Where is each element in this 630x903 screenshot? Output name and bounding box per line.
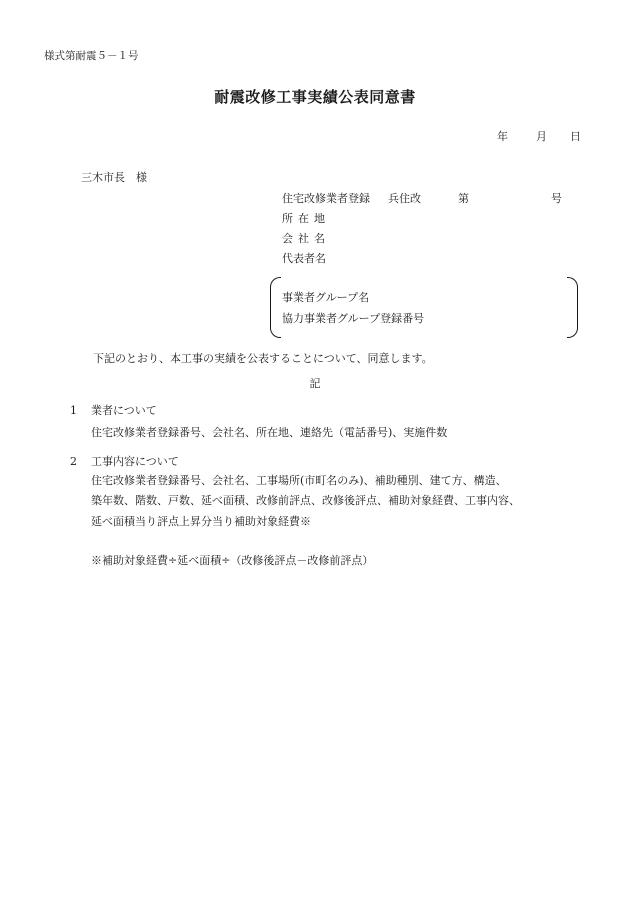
form-number: 様式第耐震５－１号 bbox=[44, 50, 139, 62]
registration-label: 住宅改修業者登録 bbox=[282, 192, 370, 205]
section-number: 2 bbox=[70, 455, 77, 468]
section-line: 築年数、階数、戸数、延べ面積、改修前評点、改修後評点、補助対象経費、工事内容、 bbox=[91, 494, 520, 507]
registration-dai: 第 bbox=[458, 192, 469, 205]
representative-label: 代表者名 bbox=[282, 252, 326, 265]
formula-note: ※補助対象経費÷延べ面積÷（改修後評点－改修前評点） bbox=[91, 554, 374, 567]
section-number: 1 bbox=[70, 404, 77, 417]
registration-prefix: 兵住改 bbox=[388, 192, 421, 205]
group-name-label: 事業者グループ名 bbox=[282, 291, 370, 304]
section-line: 延べ面積当り評点上昇分当り補助対象経費※ bbox=[91, 515, 311, 528]
right-bracket bbox=[567, 277, 578, 338]
date-day-label: 日 bbox=[570, 130, 581, 143]
section-line: 住宅改修業者登録番号、会社名、所在地、連絡先（電話番号)、実施件数 bbox=[91, 426, 448, 439]
consent-statement: 下記のとおり、本工事の実績を公表することについて、同意します。 bbox=[93, 352, 433, 365]
company-label: 会社名 bbox=[282, 232, 330, 245]
section-title: 工事内容について bbox=[91, 455, 179, 468]
ki-heading: 記 bbox=[309, 377, 321, 390]
date-year-label: 年 bbox=[497, 130, 508, 143]
document-title: 耐震改修工事実績公表同意書 bbox=[214, 88, 416, 106]
date-month-label: 月 bbox=[536, 130, 547, 143]
section-title: 業者について bbox=[91, 404, 157, 417]
address-label: 所在地 bbox=[282, 212, 330, 225]
left-bracket bbox=[270, 277, 281, 338]
group-registration-label: 協力事業者グループ登録番号 bbox=[282, 312, 425, 325]
section-line: 住宅改修業者登録番号、会社名、工事場所(市町名のみ)、補助種別、建て方、構造、 bbox=[91, 474, 507, 487]
registration-go: 号 bbox=[551, 192, 562, 205]
addressee: 三木市長 様 bbox=[81, 171, 147, 184]
